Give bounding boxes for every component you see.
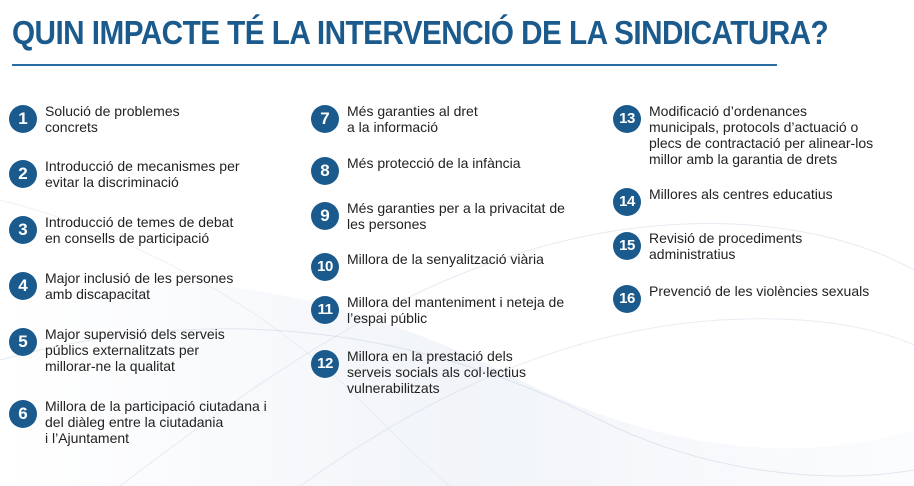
impact-number-badge: 5 (9, 328, 37, 356)
impact-text: Millora del manteniment i neteja de l’espai públic (347, 294, 565, 326)
impact-number-badge: 10 (311, 253, 339, 281)
impact-text: Introducció de temes de debat en consells de participació (45, 214, 234, 246)
impact-number-badge: 14 (613, 188, 641, 216)
impact-text: Millores als centres educatius (649, 186, 833, 202)
impact-text: Millora de la senyalització viària (347, 251, 544, 267)
impact-text: Millora en la prestació dels serveis socials als col·lectius vulnerabilitzats (347, 348, 526, 396)
impact-text: Prevenció de les violències sexuals (649, 283, 870, 299)
impact-text: Major inclusió de les persones amb discapacitat (45, 270, 234, 302)
impact-number-badge: 2 (9, 160, 37, 188)
impact-text: Més garanties al dret a la informació (347, 103, 478, 135)
impact-number-badge: 11 (311, 296, 339, 324)
impact-text: Solució de problemes concrets (45, 103, 180, 135)
impact-number-badge: 4 (9, 272, 37, 300)
impact-number-badge: 8 (311, 157, 339, 185)
impact-text: Major supervisió dels serveis públics externalitzats per millorar-ne la qualitat (45, 326, 225, 374)
impact-number-badge: 9 (311, 202, 339, 230)
impact-number-badge: 12 (311, 350, 339, 378)
impact-text: Més protecció de la infància (347, 155, 521, 171)
title-divider (12, 64, 777, 66)
impact-text: Més garanties per a la privacitat de les persones (347, 200, 565, 232)
impact-number-badge: 15 (613, 232, 641, 260)
impact-text: Millora de la participació ciutadana i del diàleg entre la ciutadania i l’Ajuntament (45, 398, 267, 446)
impact-number-badge: 7 (311, 105, 339, 133)
page-title: QUIN IMPACTE TÉ LA INTERVENCIÓ DE LA SINDICATURA? (12, 14, 829, 51)
impact-number-badge: 16 (613, 285, 641, 313)
impact-text: Modificació d’ordenances municipals, protocols d’actuació o plecs de contractació per alinear-los millor amb la garantia de drets (649, 103, 874, 167)
impact-number-badge: 13 (613, 105, 641, 133)
impact-number-badge: 1 (9, 105, 37, 133)
impact-text: Introducció de mecanismes per evitar la discriminació (45, 158, 240, 190)
impact-text: Revisió de procediments administratius (649, 230, 803, 262)
impact-number-badge: 6 (9, 400, 37, 428)
impact-number-badge: 3 (9, 216, 37, 244)
